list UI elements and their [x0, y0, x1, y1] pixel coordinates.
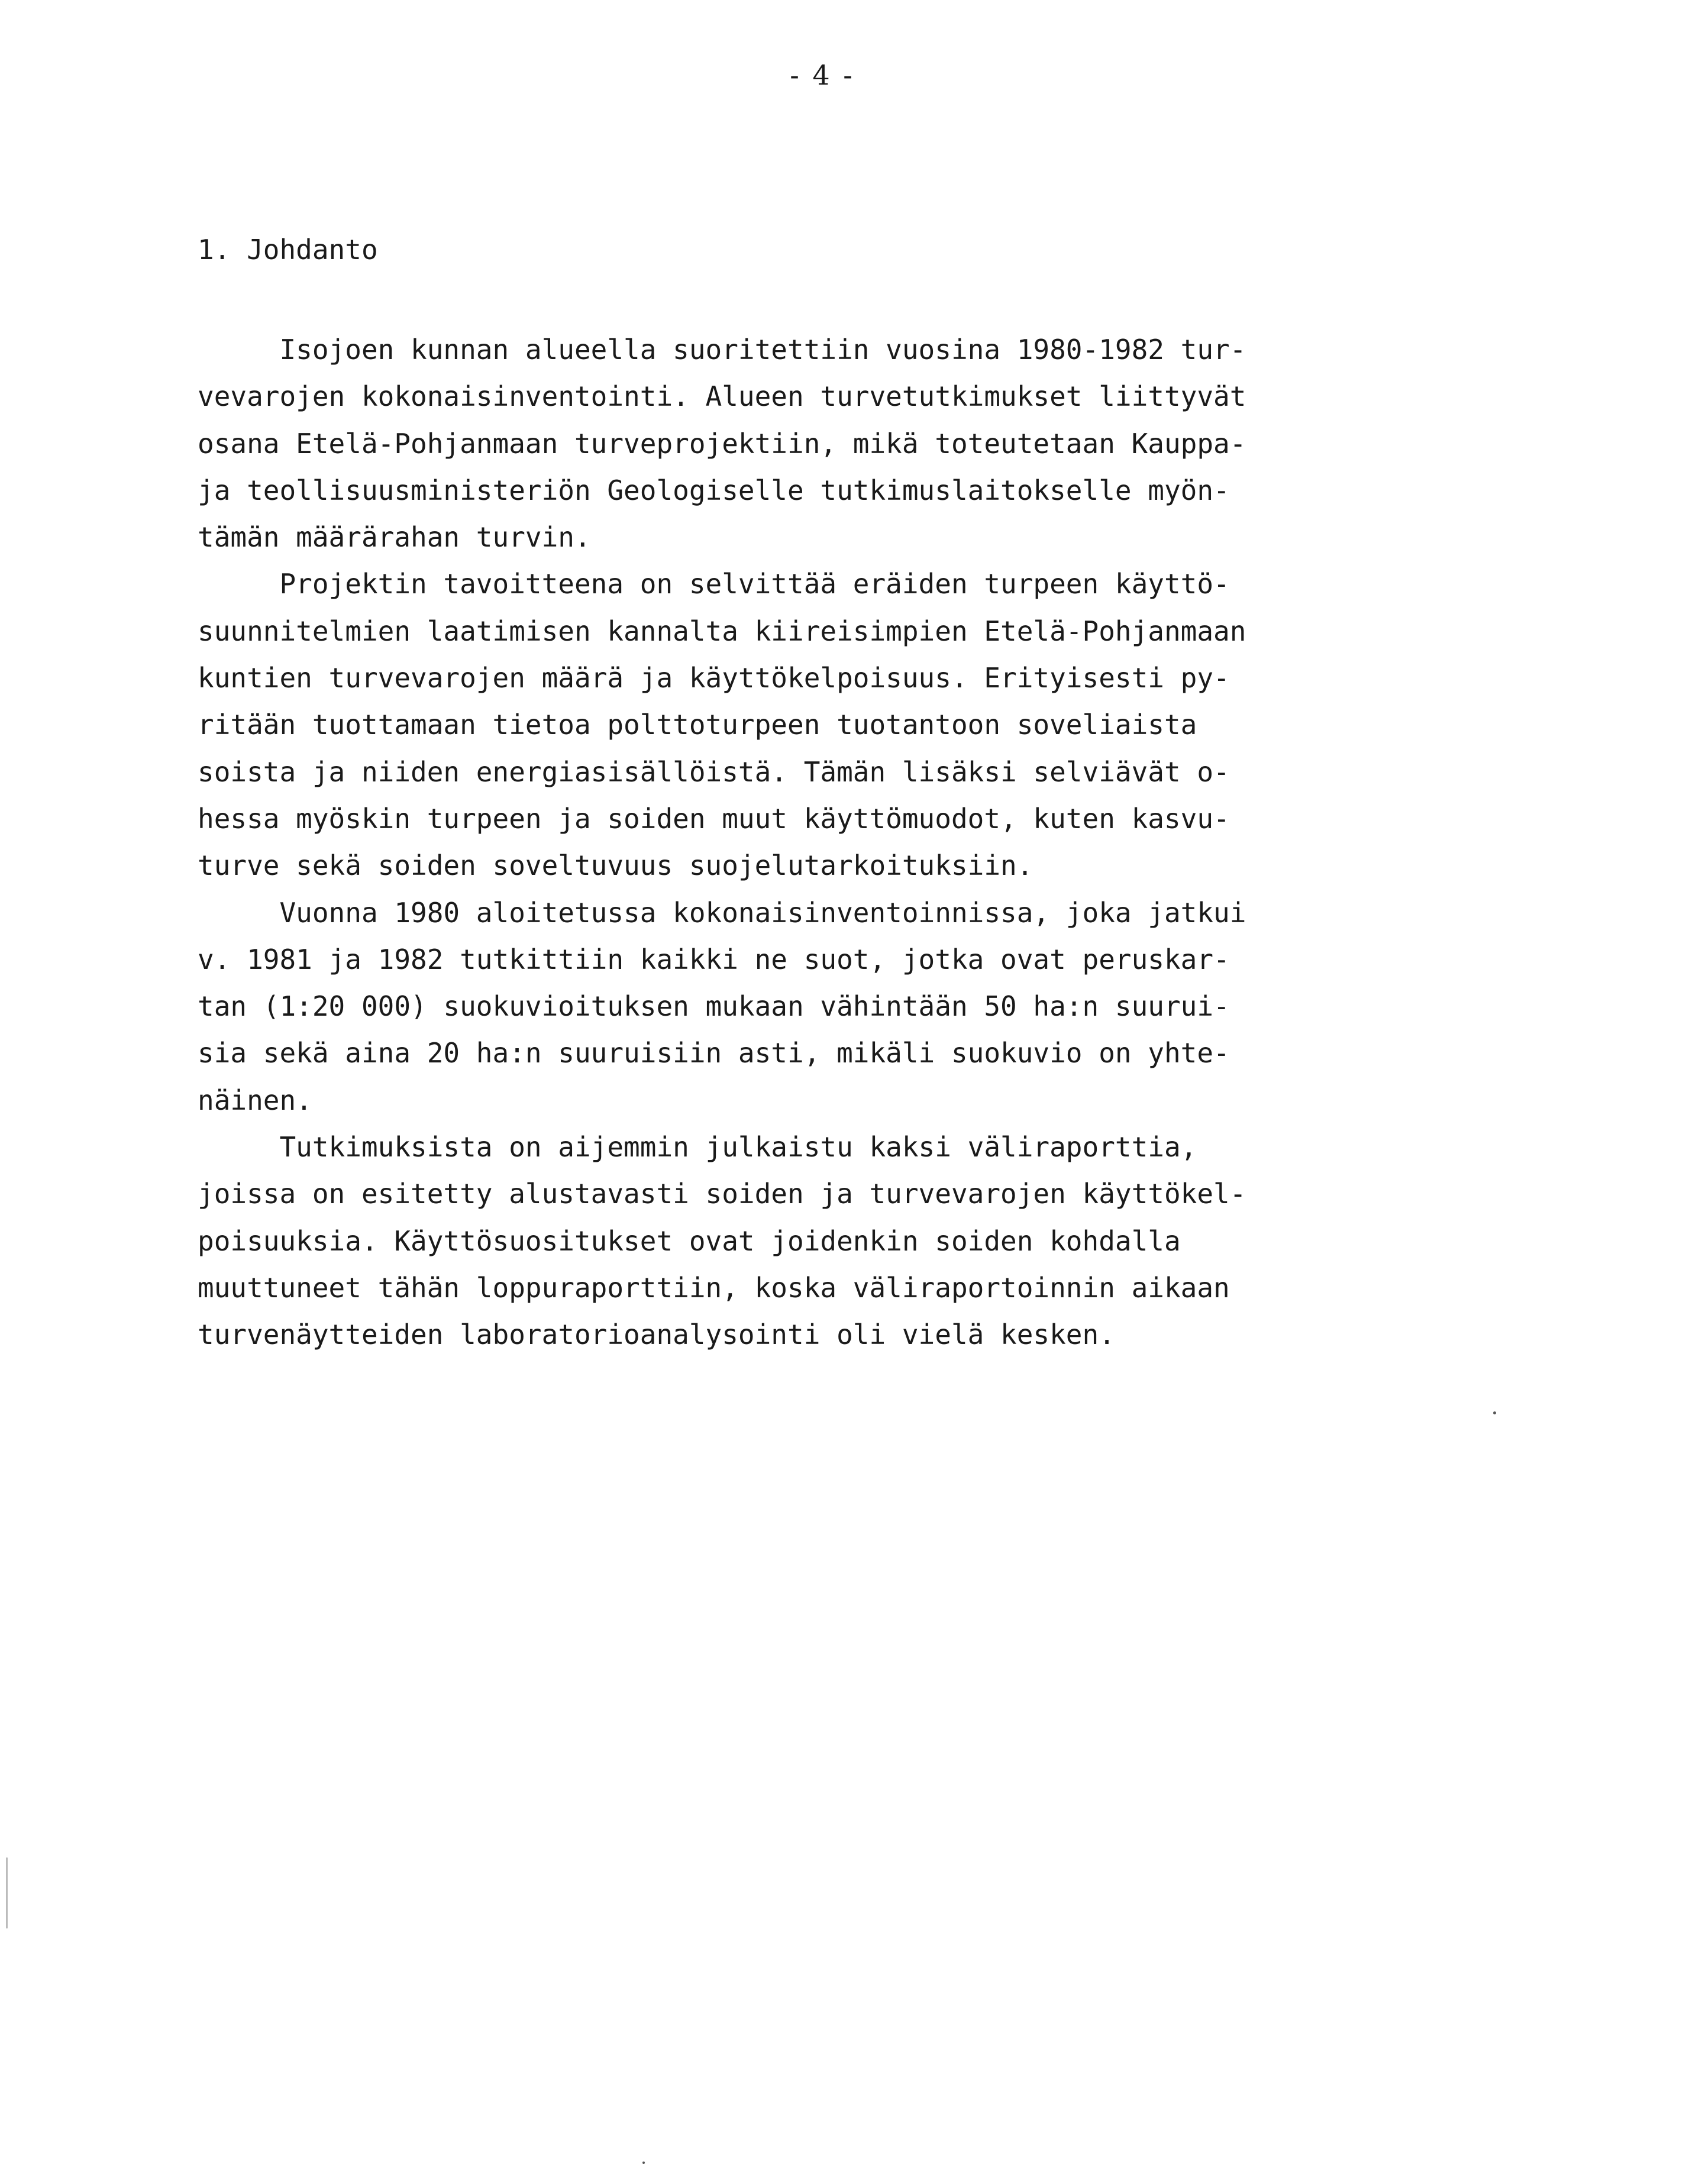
text-line: joissa on esitetty alustavasti soiden ja turvevarojen käyttökel-	[198, 1178, 1246, 1210]
text-line: ja teollisuusministeriön Geologiselle tutkimuslaitokselle myön-	[198, 474, 1230, 506]
text-line: muuttuneet tähän loppuraporttiin, koska väliraportoinnin aikaan	[198, 1271, 1230, 1304]
scan-speck	[642, 2162, 645, 2164]
text-line: tämän määrärahan turvin.	[198, 521, 591, 554]
text-line: tan (1:20 000) suokuvioituksen mukaan vähintään 50 ha:n suurui-	[198, 990, 1230, 1023]
text-line: v. 1981 ja 1982 tutkittiin kaikki ne suot, jotka ovat peruskar-	[198, 943, 1230, 975]
scan-speck	[1493, 1411, 1496, 1414]
text-line: näinen.	[198, 1084, 312, 1116]
text-line: hessa myöskin turpeen ja soiden muut käyttömuodot, kuten kasvu-	[198, 802, 1230, 835]
page-number: - 4 -	[790, 59, 855, 91]
section-heading: 1. Johdanto	[198, 234, 378, 266]
text-line: Projektin tavoitteena on selvittää eräiden turpeen käyttö-	[198, 568, 1230, 600]
text-line: vevarojen kokonaisinventointi. Alueen turvetutkimukset liittyvät	[198, 380, 1246, 413]
text-line: soista ja niiden energiasisällöistä. Tämän lisäksi selviävät o-	[198, 755, 1230, 788]
text-line: turve sekä soiden soveltuvuus suojelutarkoituksiin.	[198, 849, 1033, 882]
text-line: kuntien turvevarojen määrä ja käyttökelpoisuus. Erityisesti py-	[198, 662, 1230, 694]
text-line: osana Etelä-Pohjanmaan turveprojektiin, mikä toteutetaan Kauppa-	[198, 427, 1246, 460]
text-line: sia sekä aina 20 ha:n suuruisiin asti, mikäli suokuvio on yhte-	[198, 1037, 1230, 1070]
text-line: Vuonna 1980 aloitetussa kokonaisinventoinnissa, joka jatkui	[198, 896, 1246, 929]
scan-speck	[6, 1857, 8, 1928]
text-line: ritään tuottamaan tietoa polttoturpeen tuotantoon soveliaista	[198, 709, 1197, 741]
text-line: suunnitelmien laatimisen kannalta kiireisimpien Etelä-Pohjanmaan	[198, 615, 1246, 647]
text-line: turvenäytteiden laboratorioanalysointi oli vielä kesken.	[198, 1319, 1115, 1351]
body-text	[198, 327, 1487, 1359]
text-line: poisuuksia. Käyttösuositukset ovat joidenkin soiden kohdalla	[198, 1225, 1181, 1257]
text-line: Isojoen kunnan alueella suoritettiin vuosina 1980-1982 tur-	[198, 334, 1246, 366]
text-line: Tutkimuksista on aijemmin julkaistu kaksi väliraporttia,	[198, 1131, 1197, 1164]
